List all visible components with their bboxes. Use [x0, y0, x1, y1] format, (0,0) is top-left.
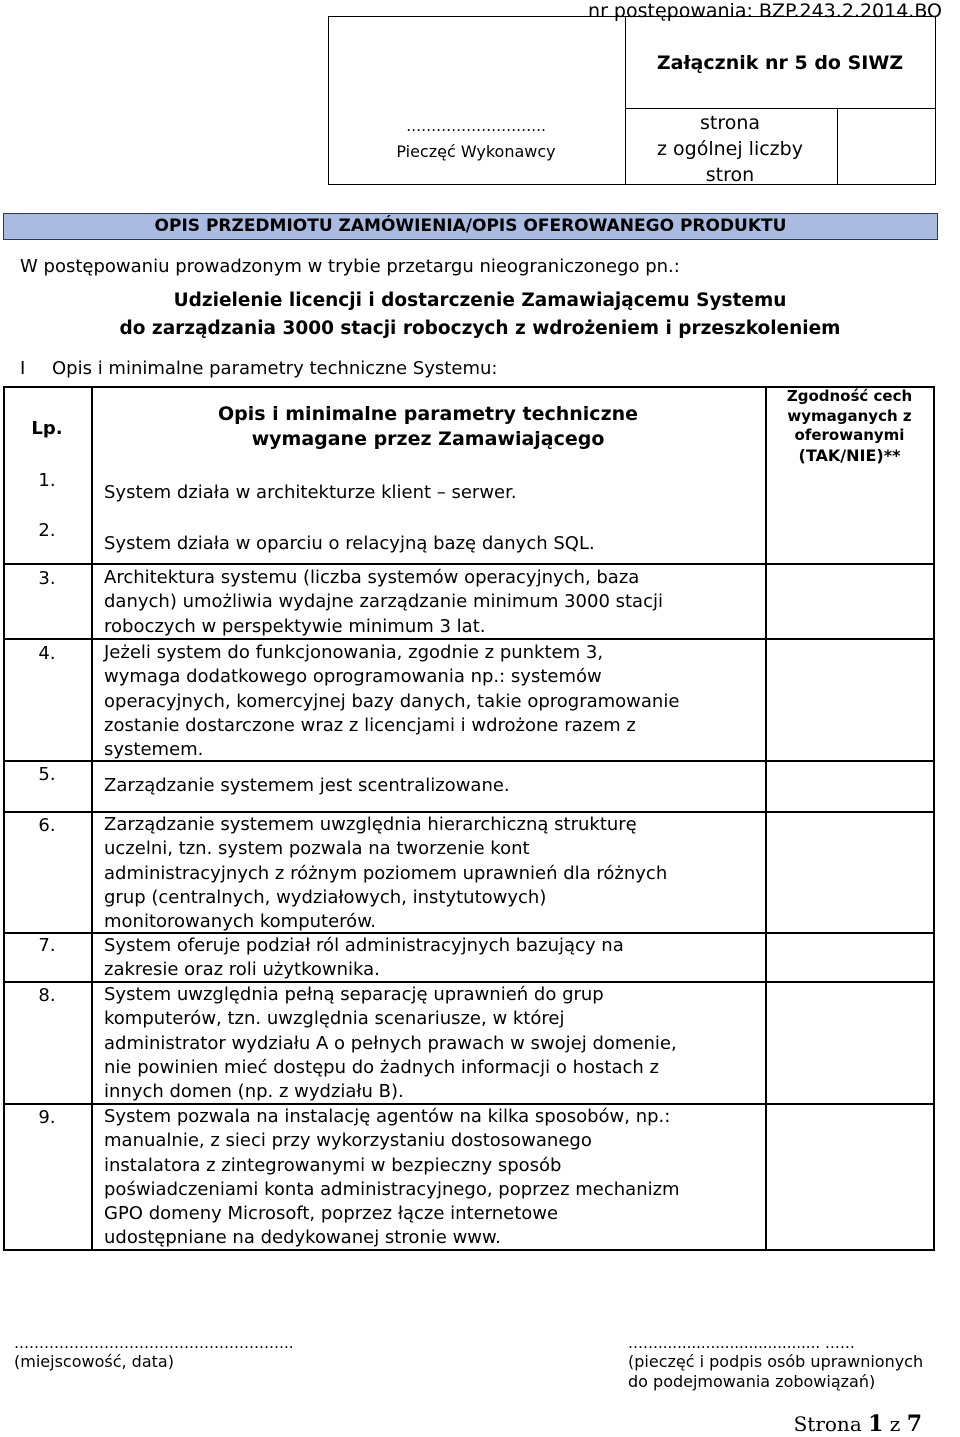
tender-title-line2: do zarządzania 3000 stacji roboczych z wdrożeniem i przeszkoleniem	[119, 318, 841, 339]
row-description	[104, 532, 754, 556]
row-description-line: System działa w oparciu o relacyjną bazę danych SQL.	[104, 533, 595, 554]
row-description-line: uczelni, tzn. system pozwala na tworzenie kont	[104, 838, 530, 860]
row-lp: 2.	[38, 520, 56, 541]
section-heading: Opis i minimalne parametry techniczne Systemu:	[52, 358, 498, 379]
procedure-number: nr postępowania: BZP.243.2.2014.BO	[588, 0, 942, 22]
row-description-line: nie powinien mieć dostępu do żadnych informacji o hostach z	[104, 1056, 659, 1078]
col-desc-header-1: Opis i minimalne parametry techniczne	[217, 403, 639, 425]
row-description	[104, 566, 754, 639]
tender-title-line1: Udzielenie licencji i dostarczenie Zamawiającemu Systemu	[173, 290, 787, 311]
row-description-line: Architektura systemu (liczba systemów operacyjnych, baza	[104, 567, 640, 588]
row-description-line: wymaga dodatkowego oprogramowania np.: systemów	[104, 666, 602, 688]
stamp-dots: ……………………….	[406, 117, 546, 135]
row-description-line: zakresie oraz roli użytkownika.	[104, 959, 380, 981]
row-description-line: System działa w architekturze klient – serwer.	[104, 482, 517, 503]
row-description	[104, 641, 754, 762]
row-description-line: System uwzględnia pełną separację uprawnień do grup	[104, 984, 604, 1005]
signature-label-1: (pieczęć i podpis osób uprawnionych	[628, 1352, 924, 1371]
row-lp: 1.	[38, 470, 56, 491]
compliance-header-3: oferowanymi	[794, 426, 905, 444]
row-lp: 9.	[38, 1107, 56, 1128]
compliance-header-2: wymaganych z	[787, 406, 912, 425]
stamp-label: Pieczęć Wykonawcy	[396, 142, 556, 161]
row-lp: 7.	[38, 935, 56, 956]
page-word: Strona	[793, 1412, 862, 1436]
row-divider	[3, 563, 934, 565]
row-description-line: instalatora z zintegrowanymi w bezpieczny sposób	[104, 1154, 562, 1176]
row-description-line: Jeżeli system do funkcjonowania, zgodnie z punktem 3,	[104, 642, 604, 663]
row-description-line: administracyjnych z różnym poziomem uprawnień dla różnych	[104, 862, 668, 884]
row-description	[104, 813, 754, 934]
col-desc-header-2: wymagane przez Zamawiającego	[251, 428, 605, 450]
page-total: 7	[906, 1411, 922, 1437]
row-lp: 4.	[38, 643, 56, 664]
row-description-line: innych domen (np. z wydziału B).	[104, 1081, 404, 1103]
row-description-line: komputerów, tzn. uwzględnia scenariusze, w której	[104, 1008, 565, 1030]
page-label-2: z ogólnej liczby	[657, 138, 803, 160]
row-lp: 6.	[38, 815, 56, 836]
page-label-3: stron	[705, 164, 755, 186]
row-lp: 3.	[38, 568, 56, 589]
row-description-line: roboczych w perspektywie minimum 3 lat.	[104, 615, 486, 637]
row-description-line: administrator wydziału A o pełnych prawach w swojej domenie,	[104, 1032, 677, 1054]
row-divider	[3, 638, 934, 640]
intro-text: W postępowaniu prowadzonym w trybie przetargu nieograniczonego pn.:	[20, 256, 680, 277]
place-date-label: (miejscowość, data)	[14, 1352, 174, 1371]
compliance-header-4: (TAK/NIE)**	[798, 445, 901, 465]
section-number: I	[20, 358, 26, 379]
row-divider	[3, 760, 934, 762]
signature-label-2: do podejmowania zobowiązań)	[628, 1372, 876, 1391]
row-divider	[3, 932, 934, 934]
row-description-line: grup (centralnych, wydziałowych, instytutowych)	[104, 886, 547, 908]
row-description-line: System oferuje podział ról administracyjnych bazujący na	[104, 935, 624, 956]
row-divider	[3, 981, 934, 983]
row-description	[104, 934, 754, 983]
row-description-line: monitorowanych komputerów.	[104, 911, 376, 933]
row-description-line: poświadczeniami konta administracyjnego, poprzez mechanizm	[104, 1178, 680, 1200]
col-compliance-header	[765, 387, 934, 465]
row-description-line: systemem.	[104, 739, 204, 761]
page-number	[794, 1411, 922, 1437]
page-count-box	[624, 110, 836, 188]
col-lp-header: Lp.	[31, 418, 63, 439]
row-description-line: manualnie, z sieci przy wykorzystaniu dostosowanego	[104, 1130, 592, 1152]
row-description	[104, 774, 754, 798]
row-description-line: zostanie dostarczone wraz z licencjami i wdrożone razem z	[104, 714, 636, 736]
row-description	[104, 983, 754, 1104]
attachment-title: Załącznik nr 5 do SIWZ	[656, 52, 904, 74]
page-label-1: strona	[699, 112, 761, 134]
row-description	[104, 1105, 754, 1251]
row-divider	[3, 811, 934, 813]
row-lp: 8.	[38, 985, 56, 1006]
row-description-line: udostępniane na dedykowanej stronie www.	[104, 1227, 501, 1249]
row-description-line: danych) umożliwia wydajne zarządzanie minimum 3000 stacji	[104, 591, 663, 613]
row-description-line: System pozwala na instalację agentów na kilka sposobów, np.:	[104, 1106, 671, 1127]
compliance-header-1: Zgodność cech	[786, 387, 913, 405]
section-banner: OPIS PRZEDMIOTU ZAMÓWIENIA/OPIS OFEROWANEGO PRODUKTU	[3, 213, 938, 240]
row-description-line: Zarządzanie systemem uwzględnia hierarchiczną strukturę	[104, 814, 637, 835]
row-lp: 5.	[38, 764, 56, 785]
page-current: 1	[868, 1411, 884, 1437]
signature-dots: …….................................. ……	[628, 1334, 855, 1352]
page-of: z	[889, 1412, 901, 1436]
row-divider	[3, 1103, 934, 1105]
row-description-line: operacyjnych, komercyjnej bazy danych, takie oprogramowanie	[104, 690, 680, 712]
row-description-line: Zarządzanie systemem jest scentralizowane.	[104, 775, 510, 796]
row-description-line: GPO domeny Microsoft, poprzez łącze internetowe	[104, 1203, 559, 1225]
place-date-dots: ………………………………………………..	[14, 1334, 294, 1352]
row-description	[104, 481, 754, 505]
